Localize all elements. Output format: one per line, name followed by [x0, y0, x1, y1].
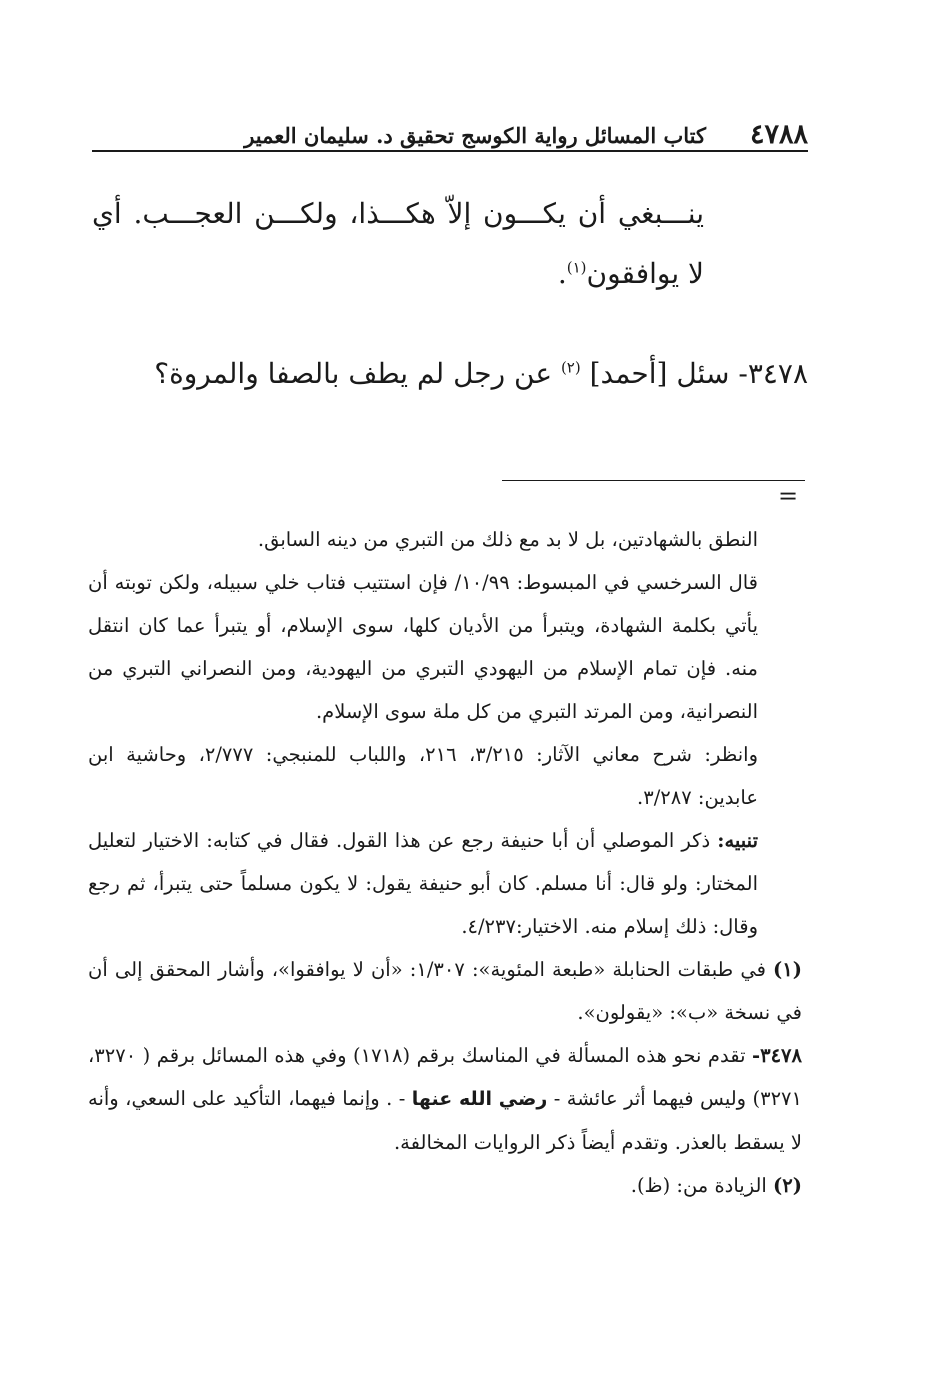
- footnote-1: [88, 948, 802, 1034]
- footnote-see-also: وانظر: شرح معاني الآثار: ٣/٢١٥، ٢١٦، واللباب للمنبجي: ٢/٧٧٧، وحاشية ابن عابدين: ٣/٢٨٧.: [88, 743, 758, 809]
- header-rule: [92, 150, 808, 152]
- tanbih-label: تنبيه:: [717, 829, 758, 852]
- footnote-3478-text-a: تقدم نحو هذه المسألة في المناسك برقم (١٧١٨) وفي هذه المسائل برقم ( ٣٢٧٠، ٣٢٧١) وليس فيهما أثر عائشة -: [88, 1044, 803, 1110]
- continuation-mark: =: [778, 482, 799, 510]
- footnote-1-number: (١): [773, 958, 802, 981]
- tanbih-text: ذكر الموصلي أن أبا حنيفة رجع عن هذا القول. فقال في كتابه: الاختيار لتعليل المختار: ولو قال: أنا مسلم. كان أبو حنيفة يقول: لا يكون مسلماً حتى يتبرأ، ثم رجع وقال: ذلك إسلام منه. الاختيار:٤/٢٣٧.: [88, 829, 758, 938]
- footnote-3478-number: ٣٤٧٨-: [752, 1044, 802, 1067]
- honorific-phrase: رضي الله عنها: [411, 1088, 548, 1110]
- footnote-ref-2[interactable]: (٢): [560, 358, 581, 377]
- footnote-2-text: الزيادة من: (ظ).: [630, 1174, 767, 1197]
- footnote-tanbih: [88, 819, 758, 948]
- footnote-3478: [88, 1034, 802, 1164]
- question-number: ٣٤٧٨-: [738, 357, 808, 390]
- question-3478: [92, 344, 808, 404]
- paragraph-end: .: [557, 257, 567, 290]
- footnote-separator: [502, 480, 805, 481]
- question-text-end: عن رجل لم يطف بالصفا والمروة؟: [154, 357, 553, 390]
- main-paragraph: [92, 184, 704, 304]
- running-title: كتاب المسائل رواية الكوسج تحقيق د. سليمان العمير: [244, 123, 706, 148]
- page-number: ٤٧٨٨: [749, 119, 808, 150]
- question-text: سئل [أحمد]: [589, 357, 730, 390]
- footnote-2: [88, 1164, 802, 1207]
- footnote-sarakhsi: قال السرخسي في المبسوط: ١٠/٩٩/ فإن استتيب فتاب خلي سبيله، ولكن توبته أن يأتي بكلمة الشهادة، ويتبرأ من الأديان كلها، سوى الإسلام، أو يتبرأ عما كان انتقل منه. فإن تمام الإسلام من اليهودي التبري من اليهودية، ومن النصراني التبري من النصرانية، ومن المرتد التبري من كل ملة سوى الإسلام.: [88, 571, 758, 723]
- footnote-1-text: في طبقات الحنابلة «طبعة المئوية»: ١/٣٠٧: «أن لا يوافقوا»، وأشار المحقق إلى أن في نسخة «ب»: «يقولون».: [88, 958, 802, 1024]
- paragraph-text: ينـــبغي أن يكـــون إلاّ هكـــذا، ولكـــن العجـــب. أي لا يوافقون: [92, 197, 704, 290]
- footnote-continuation: النطق بالشهادتين، بل لا بد مع ذلك من التبري من دينه السابق.: [257, 528, 758, 551]
- footnote-3478-text-b: - . وإنما فيهما، التأكيد على السعي، وأنه لا يسقط بالعذر. وتقدم أيضاً ذكر الروايات المخالفة.: [88, 1087, 802, 1154]
- footnote-ref-1[interactable]: (١): [566, 258, 587, 277]
- page-header: [92, 108, 808, 148]
- footnotes-section: [88, 518, 803, 1207]
- footnote-2-number: (٢): [773, 1174, 802, 1197]
